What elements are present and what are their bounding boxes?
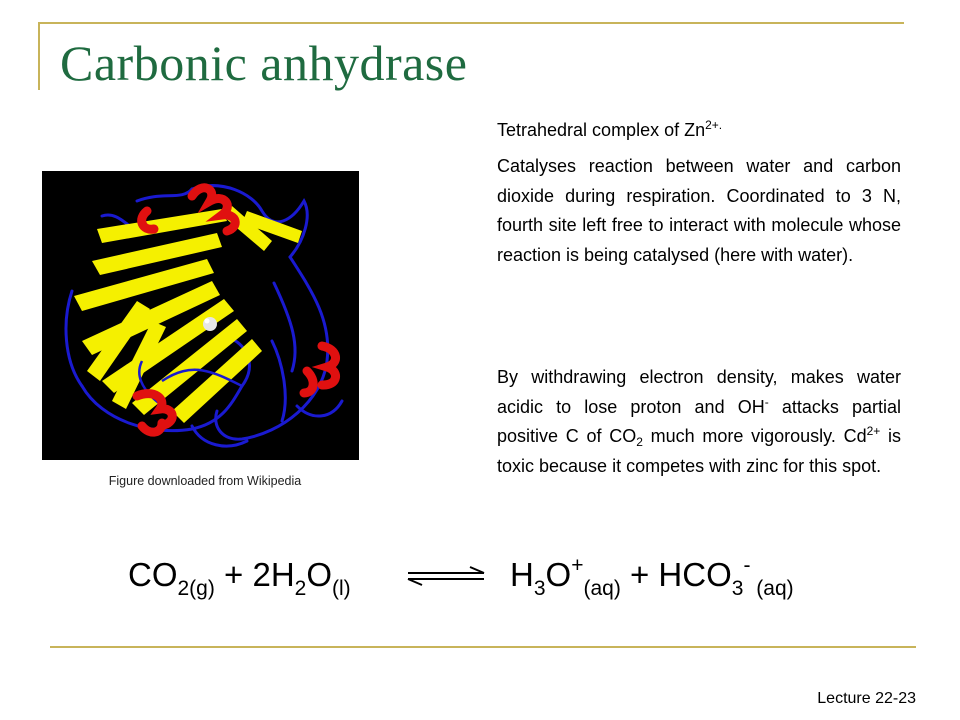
reaction-equation (128, 556, 888, 606)
eq-o-sub: (l) (332, 577, 351, 600)
top-rule (38, 22, 904, 24)
eq-o-product: O (545, 556, 572, 593)
eq-h-sub: 2 (294, 577, 307, 600)
zn-charge: 2+. (705, 118, 723, 132)
eq-hydronium-charge: + (571, 554, 584, 577)
p3-text-2: attacks partial positive C of CO (497, 396, 901, 446)
slide-title: Carbonic anhydrase (60, 35, 468, 91)
eq-hco3-sub: 3 (731, 577, 744, 600)
eq-bicarbonate-charge: - (743, 554, 751, 577)
cd-charge: 2+ (866, 424, 881, 438)
eq-h: H (510, 556, 534, 593)
equilibrium-arrow-icon (406, 566, 486, 586)
protein-structure-image (42, 171, 359, 460)
left-rule (38, 22, 40, 90)
oh-charge: - (764, 394, 769, 409)
eq-plus-water: + 2H (214, 556, 295, 593)
paragraph-electron-density (497, 363, 901, 481)
bottom-rule (50, 646, 916, 648)
figure-caption: Figure downloaded from Wikipedia (108, 474, 302, 488)
paragraph-tetrahedral (497, 116, 901, 146)
paragraph-catalyses: Catalyses reaction between water and carbon dioxide during respiration. Coordinated to 3 N, fourth site left free to interact with molecule whose reaction is being catalysed (here with water). (497, 156, 901, 265)
co2-subscript: 2 (636, 435, 643, 449)
p3-text-3: much more vigorously. Cd (642, 426, 867, 446)
p3-text-1: By withdrawing electron density, makes water acidic to lose proton and OH (497, 367, 901, 417)
equation-reactants (128, 556, 351, 600)
eq-plus-bicarbonate: + HCO (620, 556, 732, 593)
eq-h3-sub: 3 (533, 577, 546, 600)
eq-o: O (306, 556, 333, 593)
lecture-footer: Lecture 22-23 (817, 690, 916, 707)
eq-aq-1: (aq) (583, 577, 621, 600)
paragraph-tetrahedral-text: Tetrahedral complex of Zn (497, 120, 706, 140)
equation-products (510, 554, 794, 600)
p3-text-4: is toxic because it competes with zinc for this spot. (497, 426, 901, 476)
eq-aq-2: (aq) (750, 577, 794, 600)
eq-co-sub: 2(g) (177, 577, 215, 600)
eq-co: CO (128, 556, 178, 593)
